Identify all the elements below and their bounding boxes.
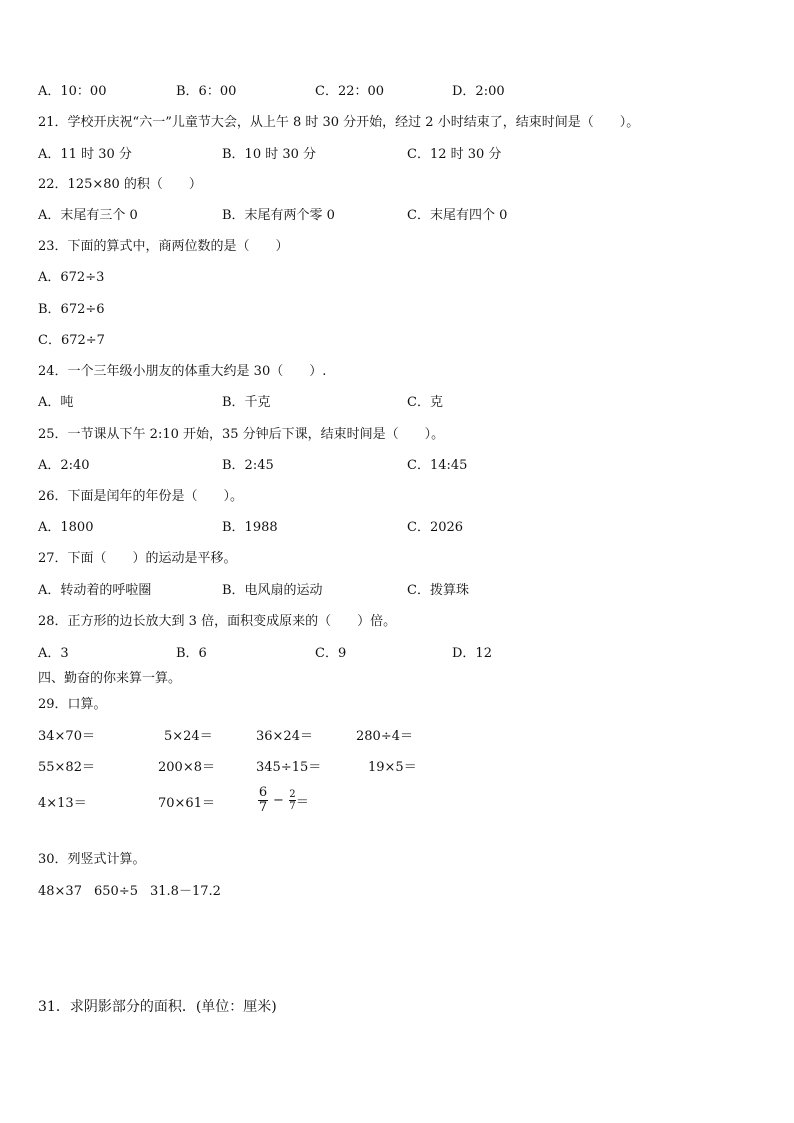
q28-option-d: D．12 [452,646,492,661]
q29-item-2-2: 200×8＝ [158,760,215,775]
q26-option-b: B．1988 [222,520,278,535]
q21-stem: 21．学校开庆祝“六一”儿童节大会，从上午 8 时 30 分开始，经过 2 小时结束了，结束时间是（ ）。 [38,115,640,130]
q22-option-c: C．末尾有四个 0 [407,208,508,223]
section-4-title: 四、勤奋的你来算一算。 [38,671,182,686]
q28-option-b: B．6 [176,646,207,661]
q27-option-b: B．电风扇的运动 [222,583,323,598]
q30-stem: 30．列竖式计算。 [38,852,146,867]
q29-stem: 29．口算。 [38,697,107,712]
q24-option-c: C．克 [407,395,443,410]
q22-option-a: A．末尾有三个 0 [38,208,138,223]
q28-option-a: A．3 [38,646,69,661]
q29-item-2-4: 19×5＝ [368,760,417,775]
q29-item-1-3: 36×24＝ [256,729,313,744]
fraction-numerator: 6 [258,785,268,800]
q29-item-1-4: 280÷4＝ [356,729,413,744]
q24-option-b: B．千克 [222,395,271,410]
q28-stem: 28．正方形的边长放大到 3 倍，面积变成原来的（ ）倍。 [38,614,397,629]
q31-stem: 31．求阴影部分的面积．(单位：厘米) [38,999,277,1015]
minus-sign: − [273,793,284,808]
equals-sign: ＝ [295,795,309,810]
q29-item-3-2: 70×61＝ [158,796,215,811]
q29-item-1-1: 34×70＝ [38,729,95,744]
fraction-two-sevenths [289,789,296,812]
q30-item-3: 31.8－17.2 [150,884,221,899]
q29-item-3-1: 4×13＝ [38,796,87,811]
q30-item-2: 650÷5 [94,884,138,899]
q29-item-2-1: 55×82＝ [38,760,95,775]
q28-option-c: C．9 [315,646,347,661]
q25-option-c: C．14:45 [407,458,468,473]
q21-option-a: A．11 时 30 分 [38,147,132,162]
q29-item-2-3: 345÷15＝ [256,760,322,775]
fraction-numerator: 2 [289,789,296,800]
q27-option-c: C．拨算珠 [407,583,469,598]
q21-option-c: C．12 时 30 分 [407,147,502,162]
q26-option-a: A．1800 [38,520,94,535]
q20-option-d: D．2:00 [452,84,505,99]
q20-option-b: B．6：00 [176,84,237,99]
q24-stem: 24．一个三年级小朋友的体重大约是 30（ ）. [38,364,327,379]
q29-fraction-expression [258,786,309,815]
q20-option-c: C．22：00 [315,84,385,99]
q23-stem: 23．下面的算式中，商两位数的是（ ） [38,239,289,254]
fraction-six-sevenths [258,786,268,815]
q27-stem: 27．下面（ ）的运动是平移。 [38,551,237,566]
q22-stem: 22．125×80 的积（ ） [38,177,202,192]
fraction-denominator: 7 [258,800,268,815]
q20-option-a: A．10：00 [38,84,107,99]
q22-option-b: B．末尾有两个零 0 [222,208,335,223]
q23-option-a: A．672÷3 [38,270,105,285]
q21-option-b: B．10 时 30 分 [222,147,317,162]
q26-option-c: C．2026 [407,520,464,535]
q25-option-a: A．2:40 [38,458,90,473]
q30-item-1: 48×37 [38,884,82,899]
q24-option-a: A．吨 [38,395,74,410]
q25-stem: 25．一节课从下午 2:10 开始，35 分钟后下课，结束时间是（ ）。 [38,427,445,442]
q25-option-b: B．2:45 [222,458,274,473]
q26-stem: 26．下面是闰年的年份是（ ）。 [38,489,244,504]
q23-option-c: C．672÷7 [38,333,105,348]
q27-option-a: A．转动着的呼啦圈 [38,583,152,598]
q29-item-1-2: 5×24＝ [164,729,213,744]
q23-option-b: B．672÷6 [38,302,105,317]
fraction-denominator: 7 [289,801,296,812]
